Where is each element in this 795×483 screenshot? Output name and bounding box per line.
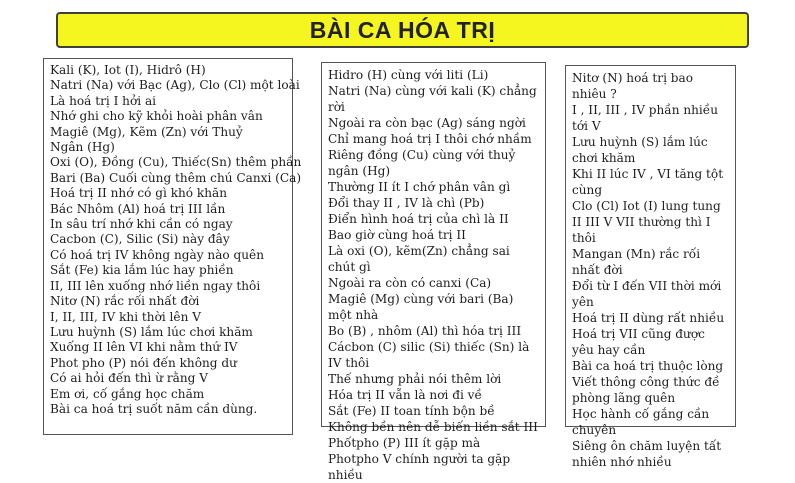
poem-line: I , II, III , IV phần nhiều tới V	[572, 103, 719, 133]
poem-line: Sắt (Fe) II toan tính bộn bề	[328, 404, 495, 418]
title-banner	[56, 12, 749, 48]
poem-column-2	[321, 62, 546, 482]
poem-line: Ngân (Hg)	[50, 140, 115, 155]
poem-line: I, II, III, IV khi thời lên V	[50, 309, 201, 324]
poem-line: Magiê (Mg) cùng với bari (Ba) một nhà	[328, 292, 514, 322]
poem-line: Ngoài ra còn có canxi (Ca)	[328, 276, 492, 290]
poem-line: Mangan (Mn) rắc rối nhất đời	[572, 247, 701, 277]
poem-line: Bo (B) , nhôm (Al) thì hóa trị III	[328, 324, 522, 338]
poem-line: Photpho V chính người ta gặp nhiều	[328, 452, 511, 482]
poem-line: Magiê (Mg), Kẽm (Zn) với Thuỷ	[50, 124, 243, 139]
poem-line: Kali (K), Iot (I), Hidrô (H)	[50, 63, 206, 77]
poem-line: Oxi (O), Đồng (Cu), Thiếc(Sn) thêm phần	[50, 155, 302, 170]
poem-line: Thường II ít I chớ phân vân gì	[328, 180, 511, 194]
poem-line: Sắt (Fe) kia lắm lúc hay phiền	[50, 263, 234, 278]
poem-line: Lưu huỳnh (S) lắm lúc chơi khăm	[572, 135, 708, 165]
poem-line: Viết thông công thức đề phòng lãng quên	[572, 375, 720, 405]
page-title: BÀI CA HÓA TRỊ	[309, 16, 496, 43]
poem-line: Clo (Cl) Iot (I) lung tung	[572, 199, 721, 213]
poem-line: Chỉ mang hoá trị I thôi chớ nhầm	[328, 132, 532, 146]
poem-line: Phot pho (P) nói đến không dư	[50, 355, 237, 370]
poem-line: Siêng ôn chăm luyện tất nhiên nhớ nhiều	[572, 439, 722, 469]
poem-line: Nhớ ghi cho kỹ khỏi hoài phân vân	[50, 109, 263, 124]
poem-line: Học hành cố gắng cần chuyên	[572, 407, 710, 437]
poem-line: Hoá trị VII cũng được yêu hay cần	[572, 327, 705, 357]
poem-line: Phốtpho (P) III ít gặp mà	[328, 436, 481, 450]
poem-line: Điển hình hoá trị của chì là II	[328, 212, 509, 226]
poem-line: Có ai hỏi đến thì ừ rằng V	[50, 371, 208, 386]
poem-line: Bao giờ cùng hoá trị II	[328, 228, 466, 242]
poem-line: Có hoá trị IV không ngày nào quên	[50, 247, 265, 262]
poem-line: II, III lên xuống nhớ liền ngay thôi	[50, 278, 261, 293]
poem-line: Không bền nên dễ biến liền sắt III	[328, 420, 538, 434]
poem-line: In sâu trí nhớ khi cần có ngay	[50, 217, 233, 232]
poem-line: Là oxi (O), kẽm(Zn) chẳng sai chút gì	[328, 244, 510, 274]
poem-line: Bài ca hoá trị suốt năm cần dùng.	[50, 401, 258, 416]
poem-line: Hóa trị II vẫn là nơi đi về	[328, 388, 482, 402]
poem-line: Natri (Na) cùng với kali (K) chẳng rời	[328, 84, 537, 114]
poem-line: Ngoài ra còn bạc (Ag) sáng ngời	[328, 116, 526, 130]
poem-line: II III V VII thường thì I thôi	[572, 215, 711, 245]
poem-line: Hoá trị II dùng rất nhiều	[572, 311, 725, 325]
poem-line: Em ơi, cố gắng học chăm	[50, 386, 205, 401]
poem-line: Khi II lúc IV , VI tăng tột cùng	[572, 167, 724, 197]
poem-line: Riêng đồng (Cu) cùng với thuỷ ngân (Hg)	[328, 148, 516, 178]
poem-line: Nitơ (N) rắc rối nhất đời	[50, 294, 200, 309]
poem-line: Bác Nhôm (Al) hoá trị III lần	[50, 201, 226, 216]
poem-line: Xuống II lên VI khi nằm thứ IV	[50, 340, 238, 355]
poem-column-1	[43, 58, 302, 435]
poem-line: Đổi từ I đến VII thời mới yên	[572, 279, 722, 309]
poem-line: Bài ca hoá trị thuộc lòng	[572, 359, 724, 373]
poem-line: Cácbon (C) silic (Si) thiếc (Sn) là IV thôi	[328, 340, 530, 370]
poem-column-3	[565, 65, 736, 469]
poem-line: Là hoá trị I hởi ai	[50, 93, 157, 108]
poem-line: Cacbon (C), Silic (Si) này đây	[50, 232, 230, 247]
poem-line: Thế nhưng phải nói thêm lời	[328, 372, 502, 386]
poem-line: Nitơ (N) hoá trị bao nhiêu ?	[572, 71, 694, 101]
poem-line: Lưu huỳnh (S) lắm lúc chơi khăm	[50, 324, 253, 339]
poem-line: Đổi thay II , IV là chì (Pb)	[328, 196, 485, 210]
poem-line: Bari (Ba) Cuối cùng thêm chú Canxi (Ca)	[50, 170, 302, 185]
poem-line: Hidro (H) cùng với liti (Li)	[328, 68, 489, 82]
poem-line: Hoá trị II nhớ có gì khó khăn	[50, 186, 228, 201]
poem-line: Natri (Na) với Bạc (Ag), Clo (Cl) một loài	[50, 78, 300, 93]
